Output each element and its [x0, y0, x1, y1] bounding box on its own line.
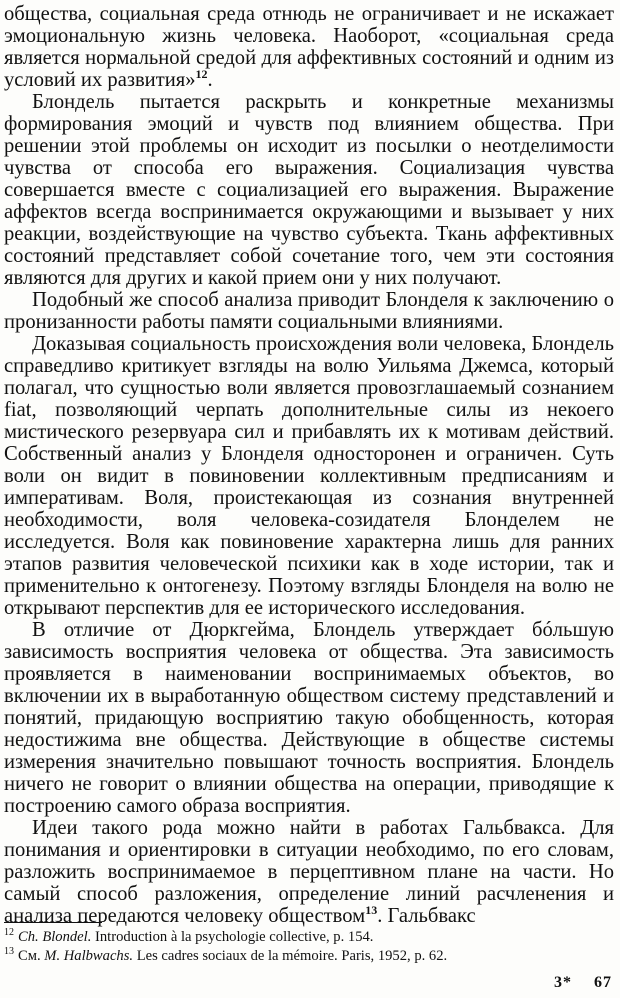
footnote-number: 13	[4, 946, 14, 958]
paragraph-2	[4, 91, 614, 289]
paragraph-1	[4, 3, 614, 91]
footnote-ref-13[interactable]: 13	[365, 903, 378, 918]
footnote-author: Ch. Blondel.	[18, 929, 92, 945]
paragraph-text: Доказывая социальность происхождения воли человека, Блондель справедливо критикует взгляды на волю Уильяма Джемса, который полагал, что сущностью воли является провозглашаемый сознанием fiat, позволяющий черпать дополнительные силы из некоего мистического резервуара сил и прибавлять их к мотивам действий. Собственный анализ у Блонделя односторонен и ограничен. Суть воли он видит в повиновении коллективным предписаниям и императивам. Воля, проистекающая из сознания внутренней необходимости, воля человека-созидателя Блонделем не исследуется. Воля как повиновение характерна лишь для ранних этапов развития человеческой психики как в ходе истории, так и применительно к онтогенезу. Поэтому взгляды Блонделя на волю не открывают перспектив для ее исторического исследования.	[4, 333, 614, 619]
paragraph-3	[4, 289, 614, 333]
signature-mark: 3*	[554, 974, 572, 991]
paragraph-text: Идеи такого рода можно найти в работах Гальбвакса. Для понимания и ориентировки в ситуации необходимо, по его словам, разложить воспринимаемое в перцептивном плане на части. Но самый способ разложения, определение линий расчленения и анализа передаются человеку обществом	[4, 817, 614, 927]
footnote-12	[4, 928, 614, 947]
footnotes	[4, 928, 614, 966]
footnote-13	[4, 947, 614, 966]
body-text	[4, 3, 614, 927]
paragraph-text: Подобный же способ анализа приводит Блонделя к заключению о пронизанности работы памяти социальными влияниями.	[4, 289, 614, 333]
footnote-text: Introduction à la psychologie collective, p. 154.	[91, 929, 374, 945]
paragraph-text: В отличие от Дюркгейма, Блондель утверждает бóльшую зависимость восприятия человека от общества. Эта зависимость проявляется в наименовании воспринимаемых объектов, во включении их в выработанную обществом систему представлений и понятий, придающую восприятию такую обобщенность, которая недостижима вне общества. Действующие в обществе системы измерения значительно повышают точность восприятия. Блондель ничего не говорит о влиянии общества на операции, приводящие к построению самого образа восприятия.	[4, 619, 614, 817]
paragraph-text: Блондель пытается раскрыть и конкретные механизмы формирования эмоций и чувств под влиянием общества. При решении этой проблемы он исходит из посылки о неотделимости чувства от способа его выражения. Социализация чувства совершается вместе с социализацией его выражения. Выражение аффектов всегда воспринимается окружающими и вызывает у них реакции, воздействующие на чувство субъекта. Ткань аффективных состояний представляет собой сочетание того, чем эти состояния являются для других и какой прием они у них получают.	[4, 91, 614, 289]
footnote-divider	[4, 922, 102, 923]
paragraph-4	[4, 333, 614, 619]
paragraph-text: общества, социальная среда отнюдь не ограничивает и не искажает эмоциональную жизнь человека. Наоборот, «социальная среда является нормальной средой для аффективных состояний и одним из условий их развития»	[4, 3, 614, 91]
page-footer	[554, 974, 612, 992]
footnote-ref-12[interactable]: 12	[195, 67, 208, 82]
paragraph-6	[4, 817, 614, 927]
page-number: 67	[594, 974, 612, 991]
paragraph-5	[4, 619, 614, 817]
footnote-prefix: См.	[18, 948, 45, 964]
footnote-author: M. Halbwachs.	[44, 948, 134, 964]
footnote-text: Les cadres sociaux de la mémoire. Paris, 1952, p. 62.	[133, 948, 448, 964]
paragraph-tail: .	[207, 69, 213, 91]
footnote-number: 12	[4, 927, 14, 939]
paragraph-tail: . Гальбвакс	[377, 905, 476, 927]
